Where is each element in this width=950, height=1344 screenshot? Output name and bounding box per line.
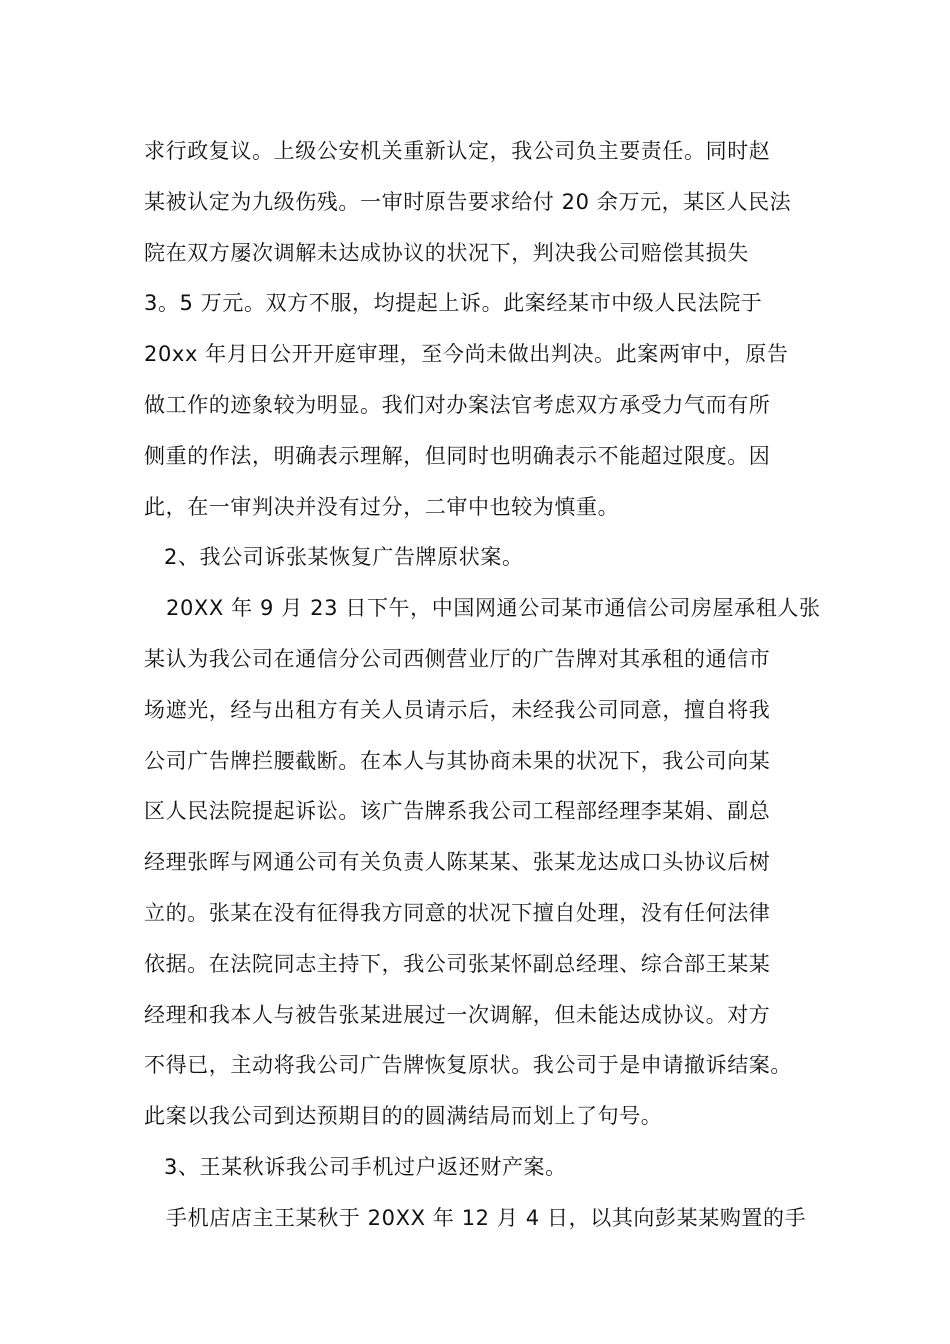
section-heading: 3、王某秋诉我公司手机过户返还财产案。: [164, 1154, 567, 1179]
text-line: 区人民法院提起诉讼。该广告牌系我公司工程部经理李某娟、副总: [144, 799, 771, 824]
text-line: 院在双方屡次调解未达成协议的状况下，判决我公司赔偿其损失: [144, 240, 749, 265]
text-line: 经理和我本人与被告张某进展过一次调解，但未能达成协议。对方: [144, 1002, 771, 1027]
text-line: 求行政复议。上级公安机关重新认定，我公司负主要责任。同时赵: [144, 139, 771, 163]
text-line: 立的。张某在没有征得我方同意的状况下擅自处理，没有任何法律: [144, 900, 771, 925]
text-line: 某认为我公司在通信分公司西侧营业厅的广告牌对其承租的通信市: [144, 646, 771, 671]
document-body: [144, 126, 824, 1244]
text-line: 场遮光，经与出租方有关人员请示后，未经我公司同意，擅自将我: [144, 697, 771, 722]
text-line: 20xx 年月日公开开庭审理，至今尚未做出判决。此案两审中，原告: [144, 342, 789, 367]
text-line: 做工作的迹象较为明显。我们对办案法官考虑双方承受力气而有所: [144, 392, 771, 417]
section-heading: 2、我公司诉张某恢复广告牌原状案。: [164, 545, 524, 570]
text-line: 某被认定为九级伤残。一审时原告要求给付 20 余万元，某区人民法: [144, 189, 792, 214]
text-line: 公司广告牌拦腰截断。在本人与其协商未果的状况下，我公司向某: [144, 748, 771, 773]
text-line: 3。5 万元。双方不服，均提起上诉。此案经某市中级人民法院于: [144, 291, 763, 316]
text-line: 依据。在法院同志主持下，我公司张某怀副总经理、综合部王某某: [144, 951, 771, 976]
text-line: 此案以我公司到达预期目的的圆满结局而划上了句号。: [144, 1104, 663, 1129]
text-line: 此，在一审判决并没有过分，二审中也较为慎重。: [144, 494, 620, 519]
text-line: 侧重的作法，明确表示理解，但同时也明确表示不能超过限度。因: [144, 443, 771, 468]
paragraph-start-line: 手机店店主王某秋于 20XX 年 12 月 4 日，以其向彭某某购置的手: [166, 1205, 807, 1230]
text-line: 不得已，主动将我公司广告牌恢复原状。我公司于是申请撤诉结案。: [144, 1053, 792, 1078]
text-line: 经理张晖与网通公司有关负责人陈某某、张某龙达成口头协议后树: [144, 850, 771, 875]
paragraph-start-line: 20XX 年 9 月 23 日下午，中国网通公司某市通信公司房屋承租人张: [166, 596, 821, 621]
